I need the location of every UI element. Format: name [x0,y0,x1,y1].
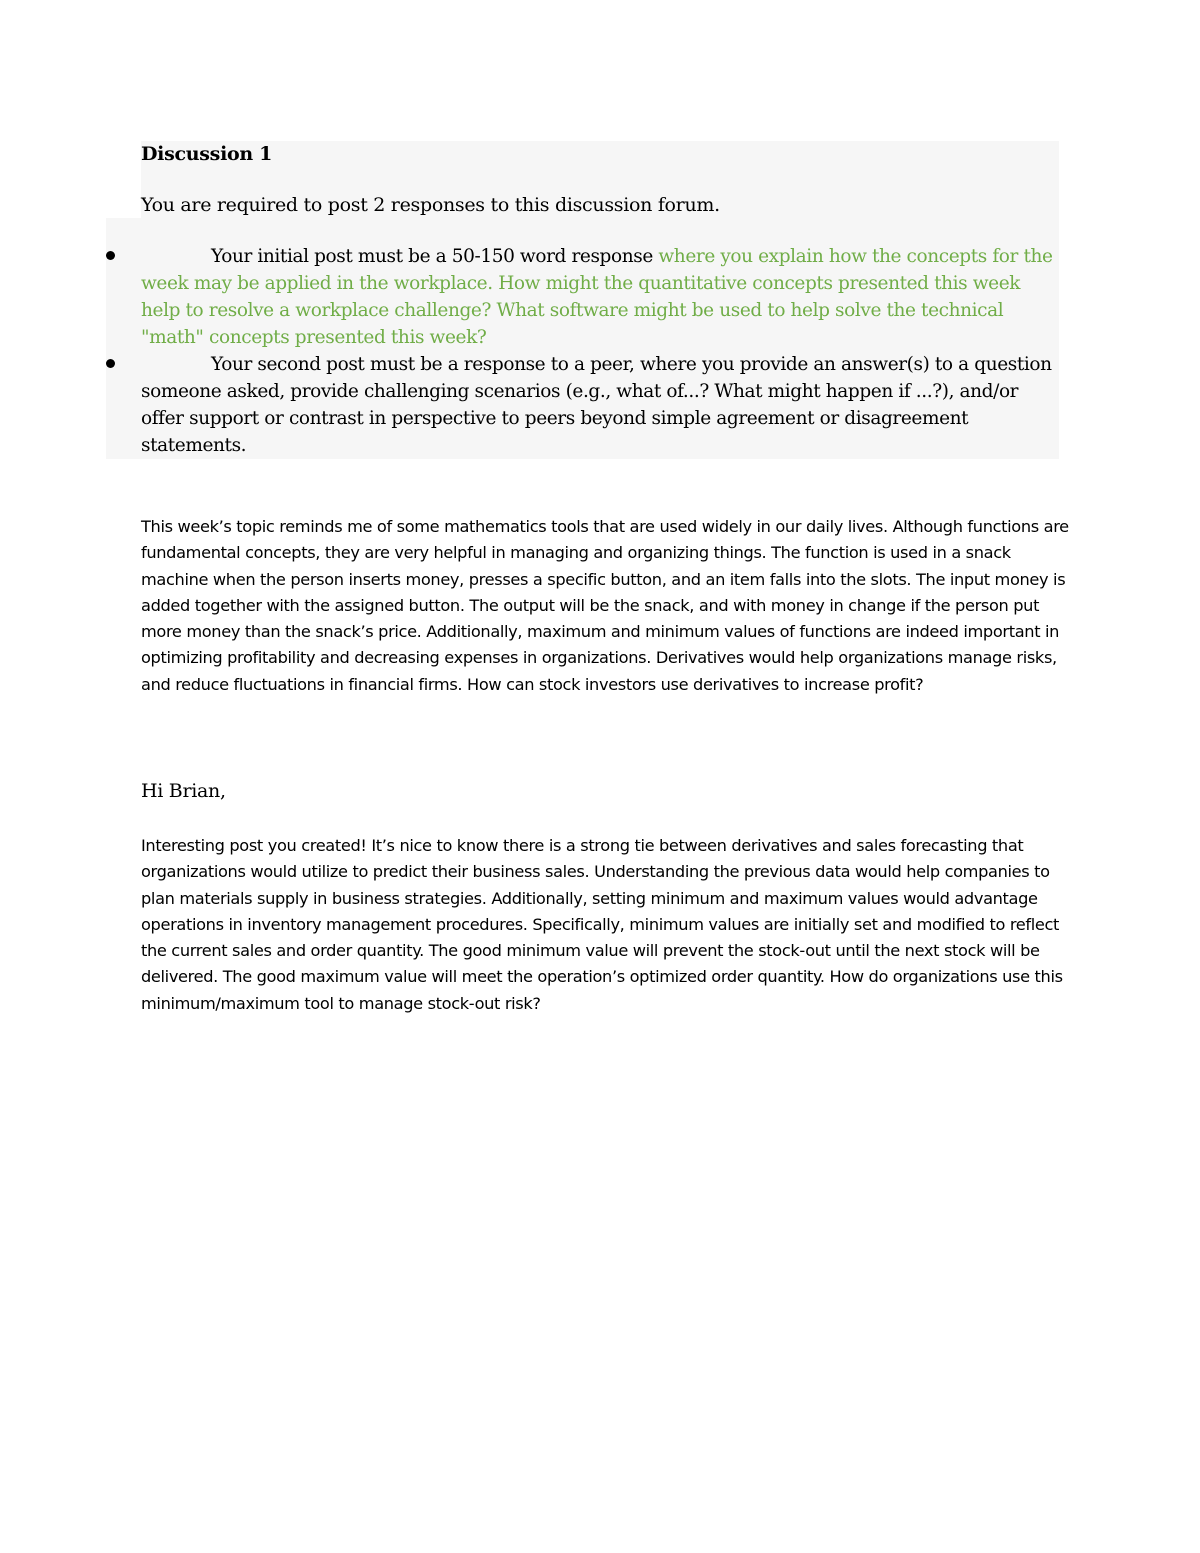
bullet-text-green: where you explain how the concepts for the week may be applied in the workplace. How might the quantitative concepts presented this week help to resolve a workplace challenge? What software might be used to help solve the technical "math" concepts presented this week? [141,246,1053,348]
instructions-background-indent [106,141,141,218]
initial-post-paragraph: This week’s topic reminds me of some mathematics tools that are used widely in our daily lives. Although functions are fundamental concepts, they are very helpful in managing and organizing things. The function is used in a snack machine when the person inserts money, presses a specific button, and an item falls into the slots. The input money is added together with the assigned button. The output will be the snack, and with money in change if the person put more money than the snack’s price. Additionally, maximum and minimum values of functions are indeed important in optimizing profitability and decreasing expenses in organizations. Derivatives would help organizations manage risks, and reduce fluctuations in financial firms. How can stock investors use derivatives to increase profit? [141,517,1069,694]
discussion-heading: Discussion 1 [141,143,273,165]
bullet-item-second-post [106,351,1061,459]
reply-post-paragraph: Interesting post you created! It’s nice to know there is a strong tie between derivatives and sales forecasting that organizations would utilize to predict their business sales. Understanding the previous data would help companies to plan materials supply in business strategies. Additionally, setting minimum and maximum values would advantage operations in inventory management procedures. Specifically, minimum values are initially set and modified to reflect the current sales and order quantity. The good minimum value will prevent the stock-out until the next stock will be delivered. The good maximum value will meet the operation’s optimized order quantity. How do organizations use this minimum/maximum tool to manage stock-out risk? [141,836,1063,1013]
bullet-dot-icon [106,251,115,260]
instructions-intro: You are required to post 2 responses to this discussion forum. [141,194,720,216]
reply-greeting: Hi Brian, [141,780,226,802]
bullet-dot-icon [106,359,115,368]
bullet-text-black: Your second post must be a response to a peer, where you provide an answer(s) to a question someone asked, provide challenging scenarios (e.g., what of...? What might happen if ...?), and/or offer support or contrast in perspective to peers beyond simple agreement or disagreement statements. [141,354,1052,456]
bullet-text-black: Your initial post must be a 50-150 word response [211,246,659,267]
instructions-bullet-list [106,243,1061,459]
bullet-item-initial-post [106,243,1061,351]
